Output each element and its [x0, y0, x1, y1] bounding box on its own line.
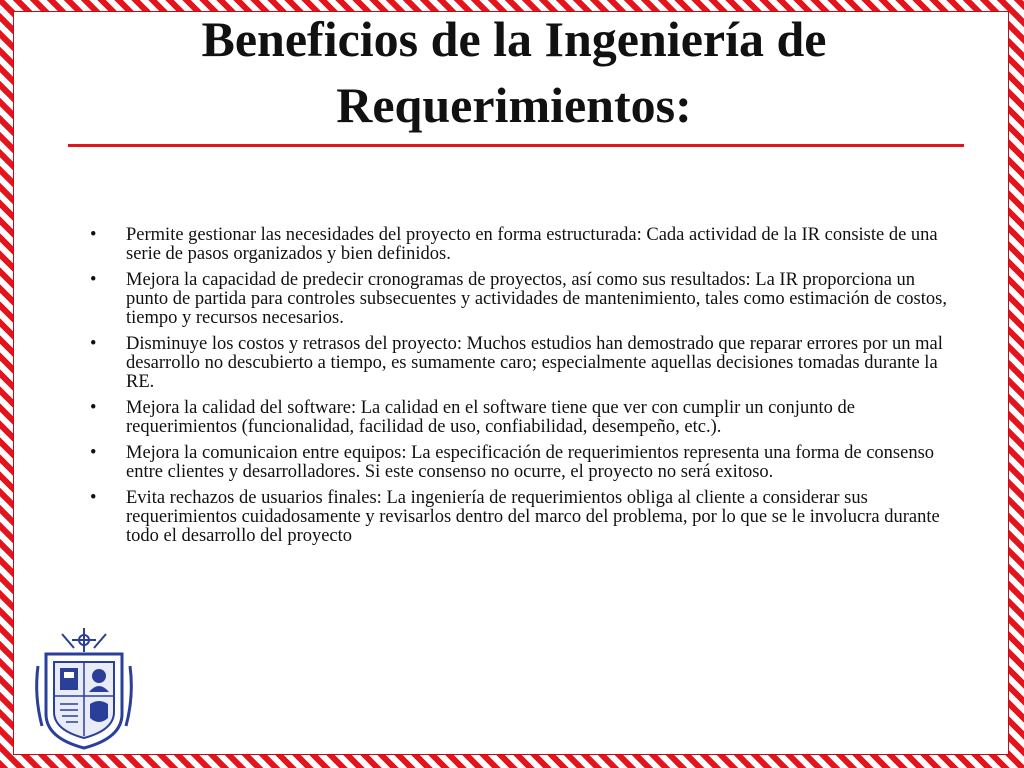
bullet-text: Mejora la comunicaion entre equipos: La especificación de requerimientos representa una forma de consenso entre clientes y desarrolladores. Si este consenso no ocurre, el proyecto no será exitoso.: [126, 443, 935, 482]
university-seal-icon: [32, 626, 136, 750]
bullet-symbol: •: [90, 225, 97, 245]
slide-title: Beneficios de la Ingeniería de Requerimientos:: [201, 11, 827, 133]
bullet-item: [90, 444, 950, 482]
bullet-symbol: •: [90, 270, 97, 290]
bullet-item: [90, 489, 950, 546]
bullet-text: Disminuye los costos y retrasos del proyecto: Muchos estudios han demostrado que reparar errores por un mal desarrollo no descubierto a tiempo, es sumamente caro; especialmente aquellas decisiones tomadas durante la RE.: [126, 334, 943, 392]
bullet-list: [90, 226, 950, 553]
bullet-symbol: •: [90, 488, 97, 508]
bullet-item: [90, 335, 950, 392]
bullet-item: [90, 399, 950, 437]
bullet-symbol: •: [90, 398, 97, 418]
title-underline: [68, 144, 964, 147]
bullet-symbol: •: [90, 443, 97, 463]
bullet-symbol: •: [90, 334, 97, 354]
bullet-text: Evita rechazos de usuarios finales: La ingeniería de requerimientos obliga al cliente a considerar sus requerimientos cuidadosamente y revisarlos dentro del marco del problema, por lo que se le involucra durante todo el desarrollo del proyecto: [126, 488, 940, 546]
seal-ornament: [62, 628, 106, 652]
bullet-item: [90, 226, 950, 264]
bullet-item: [90, 271, 950, 328]
bullet-text: Mejora la capacidad de predecir cronogramas de proyectos, así como sus resultados: La IR proporciona un punto de partida para controles subsecuentes y actividades de mantenimiento, tales como estimación de costos, tiempo y recursos necesarios.: [126, 270, 947, 328]
slide-content: [14, 12, 1008, 754]
bullet-text: Mejora la calidad del software: La calidad en el software tiene que ver con cumplir un conjunto de requerimientos (funcionalidad, facilidad de uso, confiabilidad, desempeño, etc.).: [126, 398, 855, 437]
bullet-text: Permite gestionar las necesidades del proyecto en forma estructurada: Cada actividad de la IR consiste de una serie de pasos organizados y bien definidos.: [126, 225, 938, 264]
